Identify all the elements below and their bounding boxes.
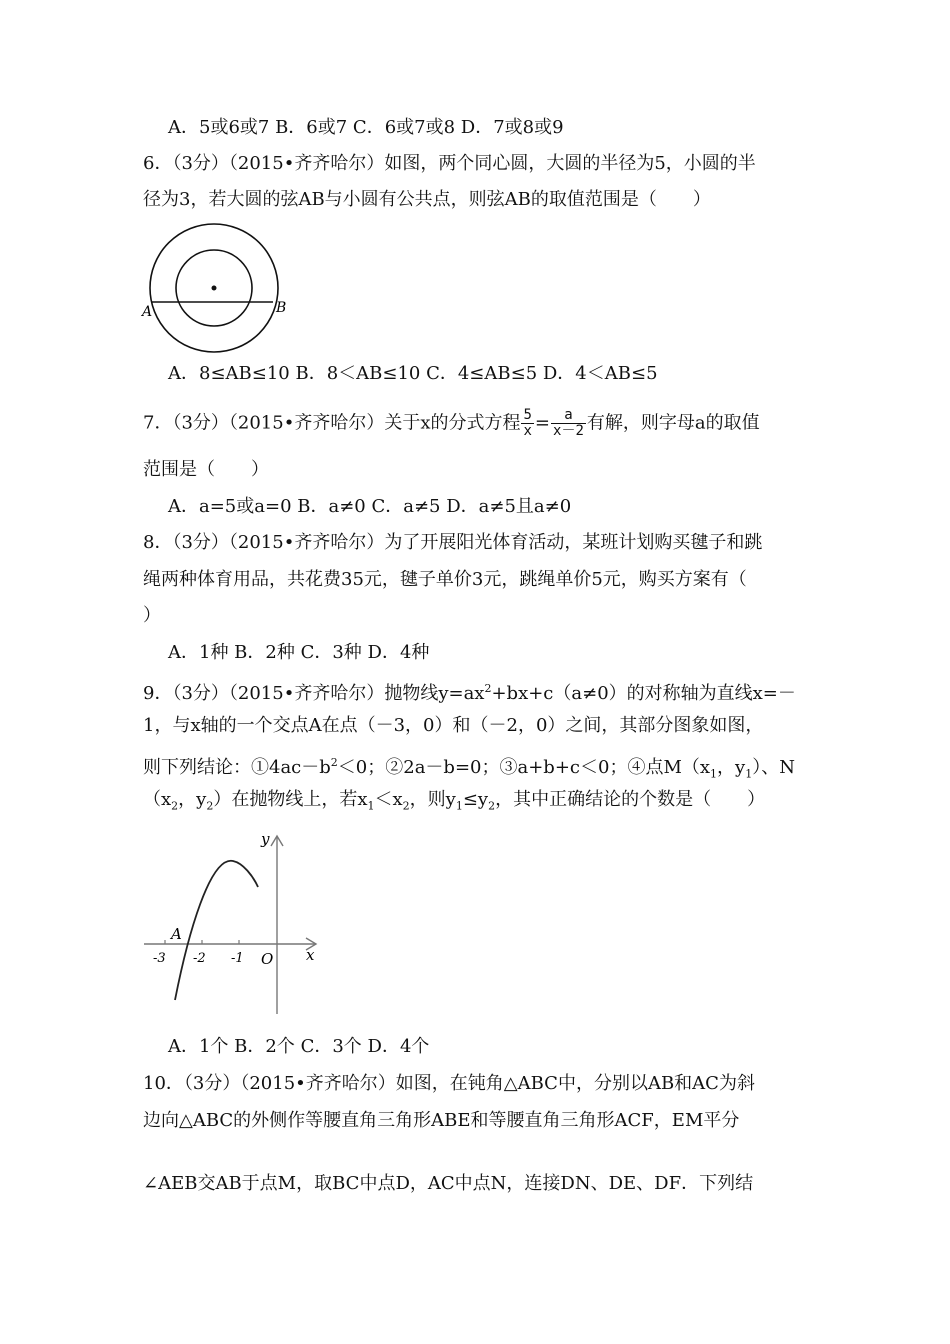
- q8-options: A．1种 B．2种 C．3种 D．4种: [168, 642, 430, 663]
- q7-text-pre: 7．（3分）（2015•齐齐哈尔）关于x的分式方程: [143, 412, 521, 434]
- parabola-curve: [175, 861, 258, 1000]
- q7-options: A．a=5或a=0 B．a≠0 C．a≠5 D．a≠5且a≠0: [168, 496, 572, 517]
- tick-label-m2: -2: [193, 951, 206, 966]
- equals-sign: =: [534, 412, 551, 434]
- q10-stem-line1: 10．（3分）（2015•齐齐哈尔）如图，在钝角△ABC中，分别以AB和AC为斜: [143, 1073, 755, 1094]
- y-axis-label: y: [261, 830, 270, 848]
- q8-stem-line1: 8．（3分）（2015•齐齐哈尔）为了开展阳光体育活动，某班计划购买毽子和跳: [143, 532, 763, 553]
- q9-stem-line1: 9．（3分）（2015•齐齐哈尔）抛物线$y=ax^2+bx+c(a\ne 0)$的对称轴为直线x=－: [143, 682, 796, 704]
- fraction-5-over-x: $\frac{5}{x}$: [523, 407, 532, 439]
- label-a: A: [142, 304, 153, 320]
- label-b: B: [276, 300, 287, 316]
- origin-label: O: [261, 950, 274, 968]
- q7-stem-line1: [143, 408, 760, 439]
- q9-stem-line2: 1，与x轴的一个交点A在点（－3，0）和（－2，0）之间，其部分图象如图，: [143, 715, 764, 736]
- q7-stem-line2: 范围是（ ）: [143, 459, 269, 480]
- q9-options: A．1个 B．2个 C．3个 D．4个: [168, 1036, 430, 1057]
- point-a-label: A: [171, 925, 182, 943]
- tick-label-m3: -3: [153, 951, 166, 966]
- q6-stem-line2: 径为3，若大圆的弦AB与小圆有公共点，则弦AB的取值范围是（ ）: [143, 189, 711, 210]
- tick-label-m1: -1: [231, 951, 244, 966]
- q9-stem-line3: 则下列结论：$①4ac-b^2<0$；②2a－b=0；③a+b+c＜0；④点$M(x_1$，$y_1$）、N: [143, 756, 795, 781]
- q6-concentric-circles-figure: [140, 222, 300, 362]
- q6-options: A．8≤AB≤10 B．8＜AB≤10 C．4≤AB≤5 D．4＜AB≤5: [168, 363, 658, 384]
- q7-text-post: 有解，则字母a的取值: [586, 412, 760, 434]
- q5-options: A．5或6或7 B．6或7 C．6或7或8 D．7或8或9: [168, 117, 564, 138]
- fraction-a-over-x-minus-2: $\frac{a}{x-2}$: [553, 407, 584, 439]
- center-point: [212, 286, 217, 291]
- q6-stem-line1: 6．（3分）（2015•齐齐哈尔）如图，两个同心圆，大圆的半径为5，小圆的半: [143, 153, 756, 174]
- x-axis-label: x: [306, 946, 315, 964]
- q8-stem-line2: 绳两种体育用品，共花费35元，毽子单价3元，跳绳单价5元，购买方案有（: [143, 569, 747, 590]
- q10-stem-line2: 边向△ABC的外侧作等腰直角三角形ABE和等腰直角三角形ACF，EM平分: [143, 1110, 740, 1131]
- q9-stem-line4: （$x_2$，$y_2$）在抛物线上，若$x_1<x_2$，则$y_1\le y_2$，其中正确结论的个数是（ ）: [143, 789, 766, 813]
- q10-stem-line3: ∠AEB交AB于点M，取BC中点D，AC中点N，连接DN、DE、DF．下列结: [143, 1173, 754, 1194]
- q9-parabola-figure: [140, 824, 330, 1020]
- q8-stem-line3: ）: [143, 605, 161, 626]
